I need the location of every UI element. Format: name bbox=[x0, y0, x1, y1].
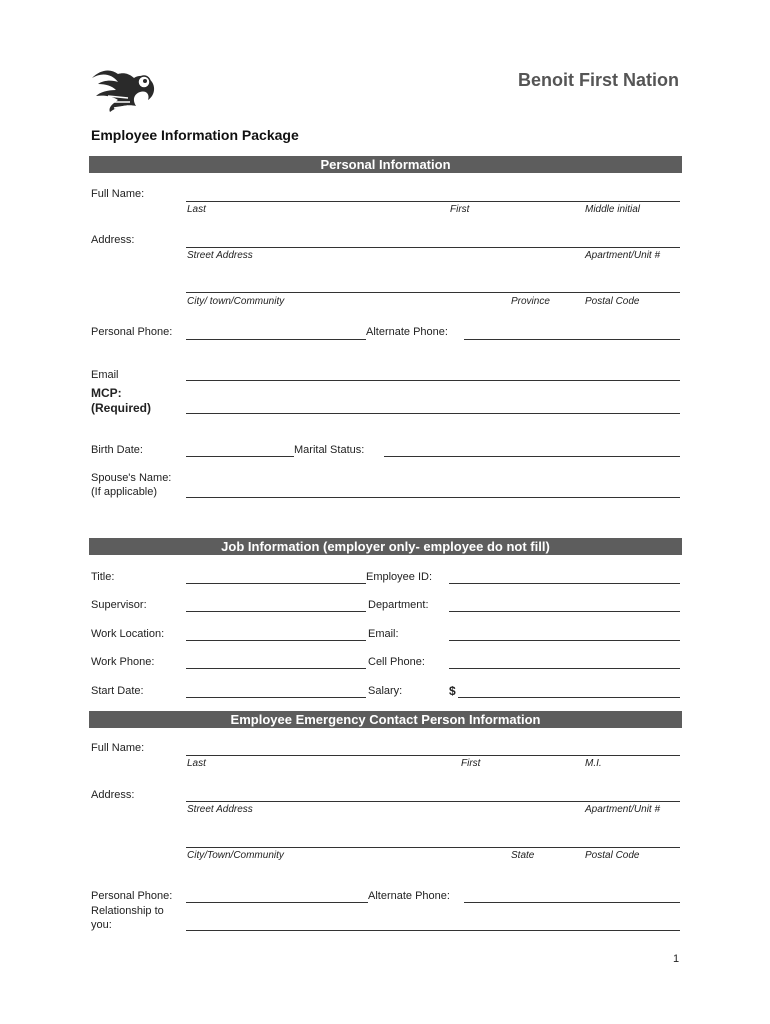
birth-date-field[interactable] bbox=[186, 456, 294, 457]
mcp-field[interactable] bbox=[186, 413, 680, 414]
department-label: Department: bbox=[368, 599, 429, 611]
emergency-postal-sublabel: Postal Code bbox=[585, 850, 640, 861]
full-name-field[interactable] bbox=[186, 201, 680, 202]
personal-phone-field[interactable] bbox=[186, 339, 366, 340]
emergency-apartment-sublabel: Apartment/Unit # bbox=[585, 804, 661, 815]
work-phone-label: Work Phone: bbox=[91, 656, 155, 668]
start-date-field[interactable] bbox=[186, 697, 366, 698]
street-address-sublabel: Street Address bbox=[187, 250, 253, 261]
employee-id-field[interactable] bbox=[449, 583, 680, 584]
work-location-label: Work Location: bbox=[91, 628, 165, 640]
province-sublabel: Province bbox=[511, 296, 550, 307]
emergency-mi-sublabel: M.I. bbox=[585, 758, 602, 769]
organization-name: Benoit First Nation bbox=[518, 70, 679, 90]
emergency-full-name-field[interactable] bbox=[186, 755, 680, 756]
title-label: Title: bbox=[91, 571, 115, 583]
title-field[interactable] bbox=[186, 583, 366, 584]
start-date-label: Start Date: bbox=[91, 685, 144, 697]
emergency-first-sublabel: First bbox=[461, 758, 481, 769]
emergency-personal-phone-label: Personal Phone: bbox=[91, 890, 173, 902]
personal-info-band: Personal Information bbox=[89, 156, 682, 173]
emergency-city-state-postal-field[interactable] bbox=[186, 847, 680, 848]
department-field[interactable] bbox=[449, 611, 680, 612]
middle-initial-sublabel: Middle initial bbox=[585, 204, 641, 215]
first-name-sublabel: First bbox=[450, 204, 470, 215]
emergency-alternate-phone-label: Alternate Phone: bbox=[368, 890, 450, 902]
work-location-field[interactable] bbox=[186, 640, 366, 641]
supervisor-label: Supervisor: bbox=[91, 599, 147, 611]
emergency-state-sublabel: State bbox=[511, 850, 535, 861]
relationship-field[interactable] bbox=[186, 930, 680, 931]
birth-date-label: Birth Date: bbox=[91, 444, 143, 456]
address-label: Address: bbox=[91, 234, 135, 246]
mcp-required-label: (Required) bbox=[91, 401, 151, 415]
page-number: 1 bbox=[673, 953, 680, 965]
emergency-address-label: Address: bbox=[91, 789, 135, 801]
last-name-sublabel: Last bbox=[187, 204, 206, 215]
salary-field[interactable] bbox=[458, 697, 680, 698]
personal-phone-label: Personal Phone: bbox=[91, 326, 173, 338]
relationship-label: Relationship to bbox=[91, 905, 164, 917]
spouse-name-label: Spouse's Name: bbox=[91, 472, 172, 484]
document-title: Employee Information Package bbox=[91, 127, 299, 143]
work-email-field[interactable] bbox=[449, 640, 680, 641]
emergency-last-sublabel: Last bbox=[187, 758, 206, 769]
emergency-full-name-label: Full Name: bbox=[91, 742, 145, 754]
mcp-label: MCP: bbox=[91, 386, 122, 400]
apartment-sublabel: Apartment/Unit # bbox=[585, 250, 661, 261]
marital-status-label: Marital Status: bbox=[294, 444, 365, 456]
eagle-logo-icon bbox=[88, 66, 160, 116]
employee-id-label: Employee ID: bbox=[366, 571, 433, 583]
emergency-city-sublabel: City/Town/Community bbox=[187, 850, 284, 861]
cell-phone-label: Cell Phone: bbox=[368, 656, 425, 668]
emergency-personal-phone-field[interactable] bbox=[186, 902, 368, 903]
street-address-field[interactable] bbox=[186, 247, 680, 248]
alternate-phone-field[interactable] bbox=[464, 339, 680, 340]
marital-status-field[interactable] bbox=[384, 456, 680, 457]
postal-code-sublabel: Postal Code bbox=[585, 296, 640, 307]
alternate-phone-label: Alternate Phone: bbox=[366, 326, 448, 338]
emergency-contact-band: Employee Emergency Contact Person Information bbox=[89, 711, 682, 728]
spouse-name-field[interactable] bbox=[186, 497, 680, 498]
emergency-street-field[interactable] bbox=[186, 801, 680, 802]
emergency-street-sublabel: Street Address bbox=[187, 804, 253, 815]
cell-phone-field[interactable] bbox=[449, 668, 680, 669]
work-phone-field[interactable] bbox=[186, 668, 366, 669]
email-field[interactable] bbox=[186, 380, 680, 381]
currency-symbol: $ bbox=[449, 684, 456, 698]
city-sublabel: City/ town/Community bbox=[187, 296, 285, 307]
full-name-label: Full Name: bbox=[91, 188, 145, 200]
salary-label: Salary: bbox=[368, 685, 403, 697]
spouse-applicable-label: (If applicable) bbox=[91, 486, 158, 498]
city-province-postal-field[interactable] bbox=[186, 292, 680, 293]
supervisor-field[interactable] bbox=[186, 611, 366, 612]
relationship-you-label: you: bbox=[91, 919, 112, 931]
emergency-alternate-phone-field[interactable] bbox=[464, 902, 680, 903]
email-label: Email bbox=[91, 369, 119, 381]
work-email-label: Email: bbox=[368, 628, 399, 640]
job-info-band: Job Information (employer only- employee do not fill) bbox=[89, 538, 682, 555]
